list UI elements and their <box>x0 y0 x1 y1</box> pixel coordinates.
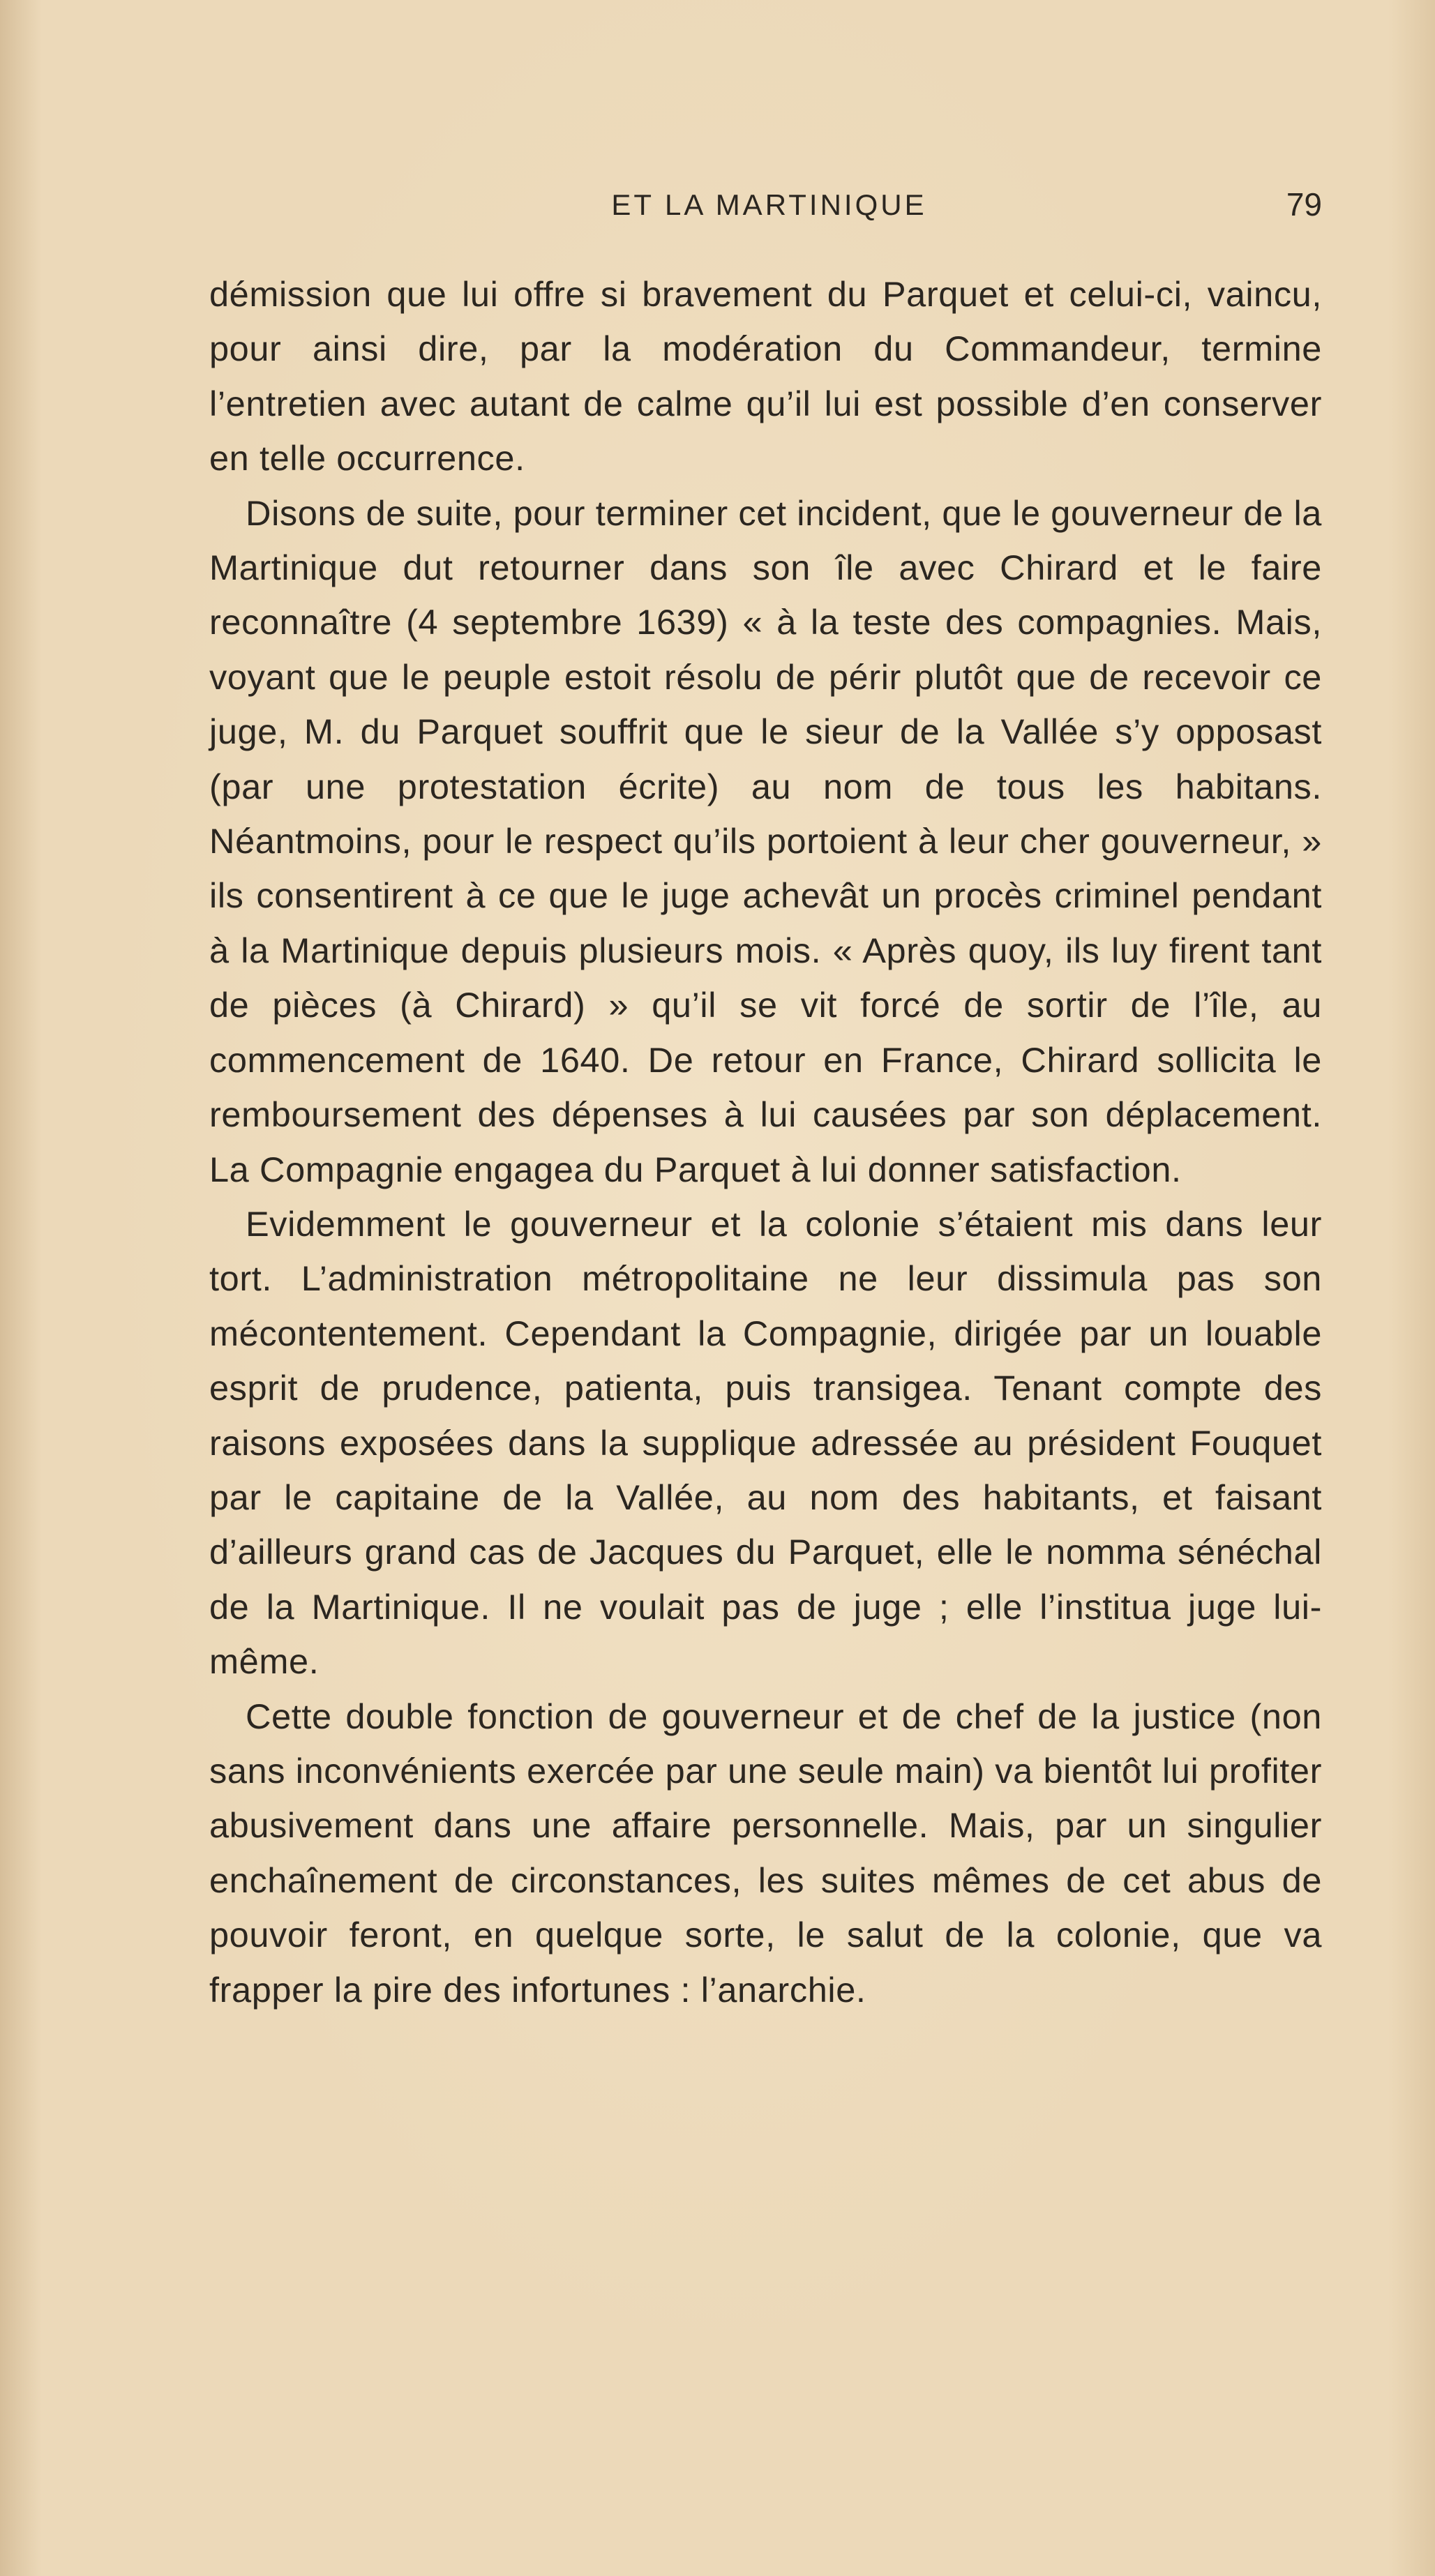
paragraph-2: Disons de suite, pour terminer cet incident, que le gouverneur de la Martinique dut retourner dans son île avec Chirard et le faire reconnaître (4 septembre 1639) « à la teste des compagnies. Mais, voyant que le peuple estoit résolu de périr plutôt que de recevoir ce juge, M. du Parquet souffrit que le sieur de la Vallée s’y opposast (par une protestation écrite) au nom de tous les habitans. Néantmoins, pour le respect qu’ils portoient à leur cher gouverneur, » ils consentirent à ce que le juge achevât un procès criminel pendant à la Martinique depuis plusieurs mois. « Après quoy, ils luy firent tant de pièces (à Chirard) » qu’il se vit forcé de sortir de l’île, au commencement de 1640. De retour en France, Chirard sollicita le remboursement des dépenses à lui causées par son déplacement. La Compagnie engagea du Parquet à lui donner satisfaction. <box>209 492 1322 1189</box>
page-number: 79 <box>1286 186 1322 223</box>
paragraph-3: Evidemment le gouverneur et la colonie s’étaient mis dans leur tort. L’administration métropolitaine ne leur dissimula pas son mécontentement. Cependant la Compagnie, dirigée par un louable esprit de prudence, patienta, puis transigea. Tenant compte des raisons exposées dans la supplique adressée au président Fouquet par le capitaine de la Vallée, au nom des habitants, et faisant d’ailleurs grand cas de Jacques du Parquet, elle le nomma sénéchal de la Martinique. Il ne voulait pas de juge ; elle l’institua juge lui-même. <box>209 1203 1322 1682</box>
running-head <box>216 186 1322 227</box>
paragraph-4: Cette double fonction de gouverneur et de chef de la justice (non sans inconvénients exercée par une seule main) va bientôt lui profiter abusivement dans une affaire personnelle. Mais, par un singulier enchaînement de circonstances, les suites mêmes de cet abus de pouvoir feront, en quelque sorte, le salut de la colonie, que va frapper la pire des infortunes : l’anarchie. <box>209 1696 1322 2010</box>
body-text <box>209 267 1322 2017</box>
running-title: ET LA MARTINIQUE <box>611 188 927 221</box>
paragraph-1: démission que lui offre si bravement du Parquet et celui-ci, vaincu, pour ainsi dire, par la modération du Commandeur, termine l’entretien avec autant de calme qu’il lui est possible d’en conserver en telle occurrence. <box>209 274 1322 479</box>
